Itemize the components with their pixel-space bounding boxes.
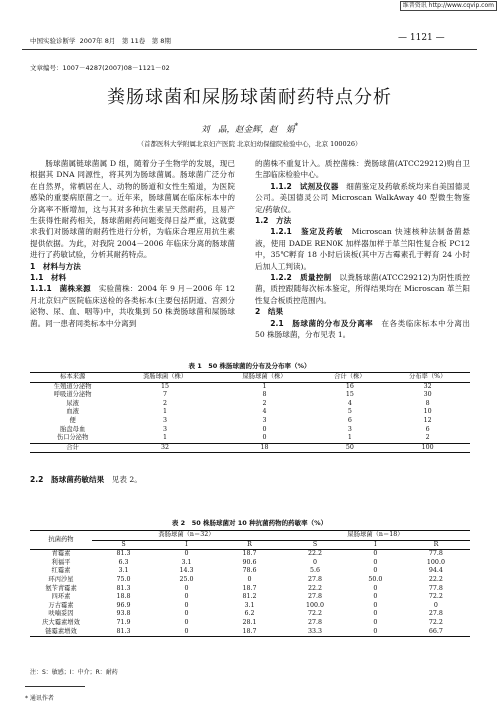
section-1-1-2-body: 细菌鉴定及药敏系统均来自美国德灵公司。美国德灵公司 Microscan WalkAway 40 型微生物鉴定/药敏仪。 bbox=[255, 181, 471, 214]
table-cell: 0 bbox=[247, 575, 252, 583]
section-1-2-heading: 1.2 方法 bbox=[255, 216, 292, 226]
section-1-1-2 bbox=[255, 181, 470, 215]
table-cell: 0 bbox=[373, 550, 378, 558]
table-cell: 32 bbox=[115, 443, 215, 453]
table-cell: 72.2 bbox=[428, 618, 443, 626]
table2-sub-header: S bbox=[281, 540, 349, 550]
table-cell: 0 bbox=[373, 584, 378, 592]
intro-paragraph: 肠球菌属链球菌属 D 组，随着分子生物学的发展，现已根据其 DNA 同源性，将其列为肠球菌属。肠球菌广泛分布在自然界，常栖居在人、动物的肠道和女性生殖道，为医院感染的重要病原菌之一。近年来，肠球菌属在临床标本中的分离率不断增加，这与其对多种抗生素呈天然耐药，且易产生获得性耐药相关，肠球菌耐药问题变得日益严重，这就要求我们对肠球菌的耐药性进行分析，为临床合理应用抗生素提供依据。为此，对我院 2004－2006 年临床分离的肠球菌进行了药敏试验，分析其耐药特点。 bbox=[30, 159, 235, 260]
table-cell: 22.2 bbox=[307, 550, 322, 558]
footnote-rule bbox=[25, 686, 85, 687]
section-1-2-2-body: 以粪肠球菌(ATCC29212)为阴性质控菌，质控跟随每次标本鉴定，所得结果均在 Microscan 革兰阳性复合板质控范围内。 bbox=[255, 273, 471, 305]
table-cell: 6.3 bbox=[118, 558, 129, 566]
section-2-1-heading: 2.1 肠球菌的分布及分离率 bbox=[270, 318, 374, 328]
section-2-2 bbox=[30, 474, 250, 485]
table-cell: 8 bbox=[262, 391, 267, 399]
table1 bbox=[30, 372, 470, 453]
row-label: 生殖道分泌物 bbox=[53, 382, 92, 390]
table-cell: 6 bbox=[425, 425, 430, 433]
table-row bbox=[30, 434, 470, 443]
table-cell: 3.1 bbox=[181, 558, 192, 566]
section-1-1-1-heading: 1.1.1 菌株来源 bbox=[30, 284, 91, 294]
table-cell: 0 bbox=[184, 584, 189, 592]
table2-sub-header: R bbox=[402, 540, 470, 550]
table-row bbox=[30, 391, 470, 400]
table-row bbox=[30, 593, 470, 602]
table-row bbox=[30, 417, 470, 426]
table-cell: 100.0 bbox=[426, 558, 445, 566]
authors bbox=[0, 121, 499, 135]
table-cell: 27.8 bbox=[428, 610, 443, 618]
table-cell: 27.8 bbox=[307, 575, 322, 583]
table-cell: 12 bbox=[423, 416, 432, 424]
table-cell: 94.4 bbox=[428, 567, 443, 575]
table-cell: 22.2 bbox=[428, 575, 443, 583]
table-cell: 30 bbox=[423, 391, 432, 399]
row-label: 胎盘母血 bbox=[60, 425, 86, 433]
table-cell: 5.6 bbox=[309, 567, 320, 575]
table-cell: 15 bbox=[161, 382, 170, 390]
table-cell: 4 bbox=[262, 408, 267, 416]
author-mark: * bbox=[294, 121, 299, 130]
footnote: * 通讯作者 bbox=[25, 695, 54, 702]
section-1-2-1-heading: 1.2.1 鉴定及药敏 bbox=[270, 227, 344, 237]
table-cell: 18.8 bbox=[116, 593, 131, 601]
table-cell: 3.1 bbox=[118, 567, 129, 575]
table-row bbox=[30, 443, 470, 453]
table-cell: 16 bbox=[345, 382, 354, 390]
table-cell: 18 bbox=[215, 443, 315, 453]
table-cell: 81.3 bbox=[116, 550, 131, 558]
table-cell: 3 bbox=[163, 416, 168, 424]
section-1-1-1-body: 实验菌株：2004 年 9 月－2006 年 12 月北京妇产医院临床送检的各类标本(主要包括阴道、宫颈分泌物、尿、血、咽等)中，共收集到 50 株粪肠球菌和屎肠球菌。同一患者同类标本中分离到 bbox=[30, 284, 236, 328]
table-cell: 75.0 bbox=[116, 575, 131, 583]
table-cell: 28.1 bbox=[242, 618, 257, 626]
table-cell: 22.2 bbox=[307, 584, 322, 592]
table-cell: 1 bbox=[347, 434, 352, 442]
table2-sub-header: I bbox=[349, 540, 402, 550]
paper-title: 粪肠球菌和屎肠球菌耐药特点分析 bbox=[107, 87, 392, 108]
left-column bbox=[30, 158, 235, 329]
table-cell: 81.3 bbox=[116, 584, 131, 592]
watermark: 维普资讯 http://www.cqvip.com bbox=[400, 1, 497, 11]
table-cell: 77.8 bbox=[428, 550, 443, 558]
section-2-2-body: 见表 2。 bbox=[111, 475, 142, 484]
table2-sub-header: S bbox=[92, 540, 155, 550]
table-cell: 2 bbox=[425, 434, 430, 442]
table-cell: 2 bbox=[262, 399, 267, 407]
table2-group-faecium: 屎肠球菌（n＝18） bbox=[281, 531, 470, 541]
table-cell: 33.3 bbox=[281, 628, 349, 637]
table2-sub-header: R bbox=[218, 540, 281, 550]
affiliation: （首都医科大学附属北京妇产医院 北京妇幼保健院检验中心，北京 100026） bbox=[137, 140, 362, 148]
table-cell: 32 bbox=[423, 382, 432, 390]
row-label: 利福平 bbox=[51, 558, 71, 566]
row-label: 便 bbox=[69, 416, 76, 424]
row-label: 万古霉素 bbox=[48, 601, 74, 609]
table-cell: 0 bbox=[312, 558, 317, 566]
row-label: 合计 bbox=[30, 443, 115, 453]
table-cell: 72.2 bbox=[307, 610, 322, 618]
section-1-1-1 bbox=[30, 283, 235, 329]
table-cell: 18.7 bbox=[242, 584, 257, 592]
table2-group-row bbox=[30, 531, 470, 541]
row-label: 伤口分泌物 bbox=[56, 434, 89, 442]
table-cell: 0 bbox=[373, 601, 378, 609]
table-cell: 1 bbox=[163, 408, 168, 416]
table-row bbox=[30, 602, 470, 611]
table-cell: 7 bbox=[163, 391, 168, 399]
table-cell: 2 bbox=[163, 399, 168, 407]
section-2-2-heading: 2.2 肠球菌药敏结果 bbox=[30, 475, 105, 484]
table2-caption: 表 2 50 株肠球菌对 10 种抗菌药物的药敏率（%） bbox=[171, 519, 328, 527]
table-row bbox=[30, 408, 470, 417]
table-cell: 3 bbox=[347, 425, 352, 433]
table-cell: 0 bbox=[373, 593, 378, 601]
table-cell: 50 bbox=[314, 443, 385, 453]
table-cell: 100.0 bbox=[305, 601, 324, 609]
table2-antibiotic-header: 抗菌药物 bbox=[30, 531, 92, 550]
table-cell: 25.0 bbox=[179, 575, 194, 583]
table-cell: 100 bbox=[385, 443, 470, 453]
table-cell: 81.3 bbox=[92, 628, 155, 637]
table-cell: 0 bbox=[184, 610, 189, 618]
issue-info: 2007年 8月 第 11卷 第 8期 bbox=[79, 37, 171, 45]
table-cell: 90.6 bbox=[242, 558, 257, 566]
author-names: 刘 晶，赵金辉，赵 娟 bbox=[200, 124, 295, 135]
table2-sub-header-row bbox=[30, 540, 470, 550]
row-label: 链霉素增效 bbox=[30, 628, 92, 637]
table-cell: 4 bbox=[347, 399, 352, 407]
row-label: 红霉素 bbox=[51, 567, 71, 575]
table1-header: 分布率（%） bbox=[385, 373, 470, 383]
table-row bbox=[30, 426, 470, 435]
table-cell: 0 bbox=[184, 550, 189, 558]
section-1-2-1 bbox=[255, 226, 470, 272]
table2-group-faecalis: 粪肠球菌（n＝32） bbox=[92, 531, 281, 541]
table-row bbox=[30, 619, 470, 628]
table1-caption: 表 1 50 株肠球菌的分布及分布率（%） bbox=[188, 362, 311, 370]
table-cell: 15 bbox=[345, 391, 354, 399]
table-cell: 77.8 bbox=[428, 584, 443, 592]
section-1-2-2 bbox=[255, 272, 470, 306]
table-cell: 18.7 bbox=[242, 550, 257, 558]
table-cell: 0 bbox=[184, 593, 189, 601]
section-2-heading: 2 结果 bbox=[255, 307, 284, 317]
table-cell: 0 bbox=[433, 601, 438, 609]
table-row bbox=[30, 610, 470, 619]
section-1-1-2-heading: 1.1.2 试剂及仪器 bbox=[270, 181, 339, 191]
table-cell: 3.1 bbox=[244, 601, 255, 609]
row-label: 血液 bbox=[66, 408, 79, 416]
table-cell: 5 bbox=[347, 408, 352, 416]
table-cell: 0 bbox=[373, 610, 378, 618]
table-row bbox=[30, 559, 470, 568]
row-label: 尿液 bbox=[66, 399, 79, 407]
row-label: 四环素 bbox=[51, 593, 71, 601]
table-cell: 6 bbox=[347, 416, 352, 424]
table-cell: 27.8 bbox=[307, 618, 322, 626]
table1-header: 合计（株） bbox=[314, 373, 385, 383]
table-row bbox=[30, 567, 470, 576]
row-label: 氨苄青霉素 bbox=[45, 584, 77, 592]
table-cell: 10 bbox=[423, 408, 432, 416]
table-cell: 0 bbox=[373, 567, 378, 575]
table-cell: 96.9 bbox=[116, 601, 131, 609]
row-label: 呼吸道分泌物 bbox=[53, 391, 92, 399]
table-row bbox=[30, 400, 470, 409]
table1-header: 标本来源 bbox=[30, 373, 115, 383]
table-cell: 71.9 bbox=[116, 618, 131, 626]
header-rule bbox=[22, 49, 477, 50]
table1-header-row bbox=[30, 373, 470, 383]
table-cell: 14.3 bbox=[179, 567, 194, 575]
running-header bbox=[30, 37, 171, 46]
table-cell: 50.0 bbox=[368, 575, 383, 583]
table-cell: 8 bbox=[425, 399, 430, 407]
table-row bbox=[30, 628, 470, 637]
table-cell: 78.6 bbox=[242, 567, 257, 575]
section-1-2-1-body: Microscan 快速核种法制备菌悬液，使用 DADE REN0K 加样器加样于革兰阳性复合板 PC12 中，35℃孵育 18 小时后读板(其中万古霉素孔于孵育 24 小时后加人工判读)。 bbox=[255, 227, 470, 271]
row-label: 呋喃妥因 bbox=[48, 610, 74, 618]
table-row bbox=[30, 585, 470, 594]
table-cell: 1 bbox=[262, 382, 267, 390]
row-label: 青霉素 bbox=[51, 550, 71, 558]
article-id: 文章编号：1007－4287(2007)08－1121－02 bbox=[30, 64, 170, 72]
section-1-2-2-heading: 1.2.2 质量控制 bbox=[270, 273, 332, 283]
table-cell: 6.2 bbox=[244, 610, 255, 618]
table2-sub-header: I bbox=[155, 540, 218, 550]
table-cell: 0 bbox=[373, 558, 378, 566]
right-column bbox=[255, 158, 470, 341]
table2 bbox=[30, 530, 470, 637]
table-cell: 66.7 bbox=[402, 628, 470, 637]
section-2-1-body: 在各类临床标本中分离出 50 株肠球菌，分布见表 1。 bbox=[255, 318, 471, 340]
row-label: 庆大霉素增效 bbox=[42, 618, 80, 626]
table1-header: 屎肠球菌（株） bbox=[215, 373, 315, 383]
table-cell: 81.2 bbox=[242, 593, 257, 601]
table-row bbox=[30, 550, 470, 559]
table-row bbox=[30, 576, 470, 585]
table-cell: 27.8 bbox=[307, 593, 322, 601]
section-2-1 bbox=[255, 318, 470, 341]
table1-header: 粪肠球菌（株） bbox=[115, 373, 215, 383]
table-cell: 72.2 bbox=[428, 593, 443, 601]
continuation-paragraph: 的菌株不重复计入。质控菌株：粪肠球菌(ATCC29212)购自卫生部临床检验中心。 bbox=[255, 159, 470, 180]
table-cell: 0 bbox=[373, 618, 378, 626]
page-number: — 1121 — bbox=[398, 33, 445, 43]
journal-name: 中国实验诊断学 bbox=[30, 37, 76, 45]
table-row bbox=[30, 382, 470, 391]
table-cell: 3 bbox=[163, 425, 168, 433]
table-cell: 0 bbox=[184, 618, 189, 626]
table-cell: 0 bbox=[349, 628, 402, 637]
section-1-heading: 1 材料与方法 bbox=[30, 261, 81, 271]
table-cell: 93.8 bbox=[116, 610, 131, 618]
table-cell: 0 bbox=[184, 601, 189, 609]
table-cell: 1 bbox=[163, 434, 168, 442]
table2-note: 注：S：敏感；I：中介；R：耐药 bbox=[30, 669, 118, 676]
table-cell: 0 bbox=[155, 628, 218, 637]
row-label: 环丙沙星 bbox=[48, 575, 74, 583]
table-cell: 0 bbox=[262, 434, 267, 442]
table-cell: 18.7 bbox=[218, 628, 281, 637]
section-1-1-heading: 1.1 材料 bbox=[30, 273, 67, 283]
table-cell: 3 bbox=[262, 416, 267, 424]
table-cell: 0 bbox=[262, 425, 267, 433]
